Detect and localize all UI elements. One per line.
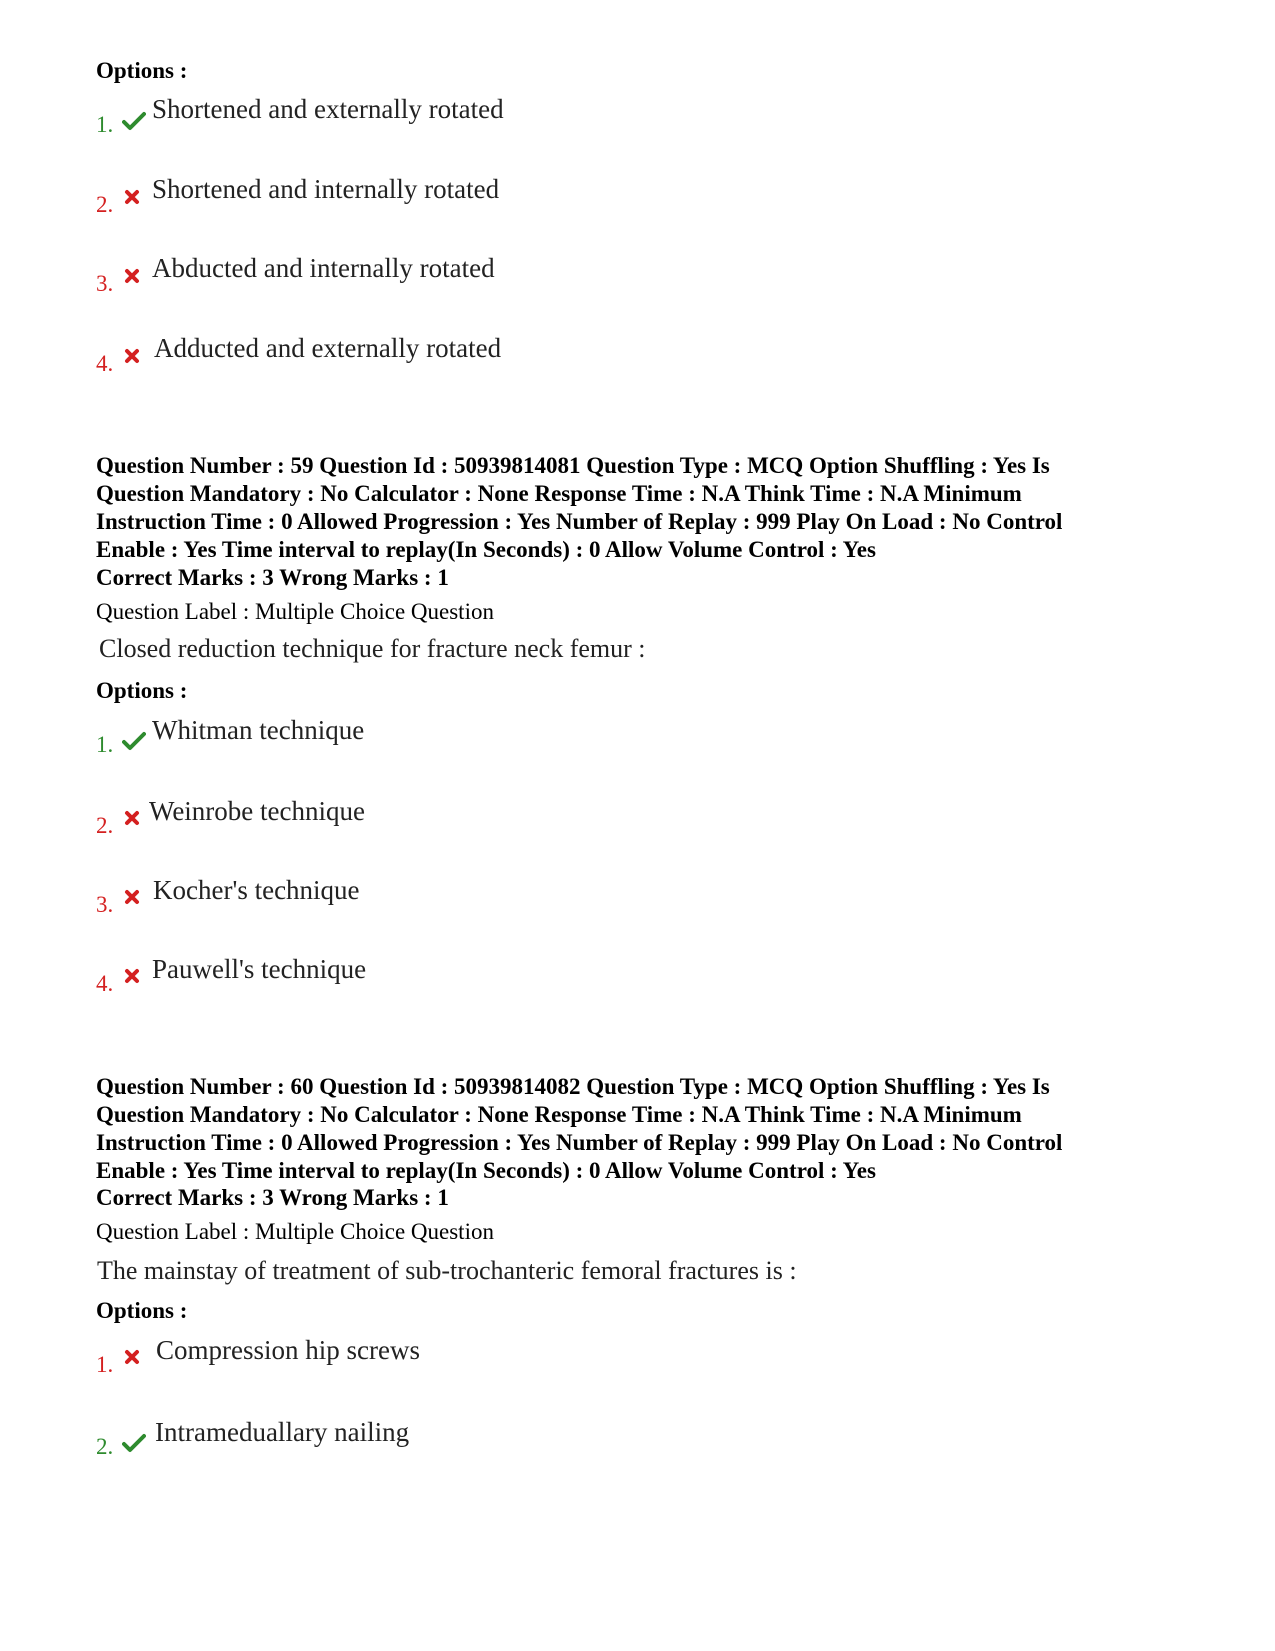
meta-line: Instruction Time : 0 Allowed Progression : Yes Number of Replay : 999 Play On Load : No Control [96,1130,1063,1155]
option-text: Compression hip screws [156,1335,420,1365]
option-item [96,333,696,383]
question-label: Question Label : Multiple Choice Question [96,1219,494,1244]
check-icon [122,730,146,752]
question-marks: Correct Marks : 3 Wrong Marks : 1 [96,565,449,590]
options-heading: Options : [96,678,188,703]
option-text: Kocher's technique [153,875,360,905]
question-text: Closed reduction technique for fracture neck femur : [99,634,646,663]
option-number: 2. [96,1434,114,1459]
cross-icon [122,967,146,989]
meta-line: Question Mandatory : No Calculator : None Response Time : N.A Think Time : N.A Minimum [96,1102,1022,1127]
question-meta [96,452,1176,564]
option-number: 3. [96,271,114,296]
option-item [96,875,696,925]
option-text: Weinrobe technique [149,796,365,826]
option-item [96,954,696,1004]
option-number: 1. [96,732,114,757]
question-text: The mainstay of treatment of sub-trochanteric femoral fractures is : [97,1256,797,1285]
option-item [96,796,696,846]
meta-line: Question Mandatory : No Calculator : None Response Time : N.A Think Time : N.A Minimum [96,481,1022,506]
option-item [96,715,696,765]
option-number: 2. [96,813,114,838]
cross-icon [122,267,146,289]
options-heading: Options : [96,1298,188,1323]
option-text: Pauwell's technique [152,954,367,984]
option-number: 4. [96,971,114,996]
option-text: Shortened and externally rotated [152,94,504,124]
question-label: Question Label : Multiple Choice Question [96,599,494,624]
check-icon [122,1432,146,1454]
meta-line: Question Number : 59 Question Id : 50939814081 Question Type : MCQ Option Shuffling : Yes Is [96,453,1050,478]
meta-line: Question Number : 60 Question Id : 50939814082 Question Type : MCQ Option Shuffling : Yes Is [96,1074,1050,1099]
cross-icon [122,188,146,210]
cross-icon [122,1348,146,1370]
option-number: 1. [96,1352,114,1377]
check-icon [122,110,146,132]
meta-line: Enable : Yes Time interval to replay(In Seconds) : 0 Allow Volume Control : Yes [96,1158,876,1183]
cross-icon [122,347,146,369]
meta-line: Instruction Time : 0 Allowed Progression : Yes Number of Replay : 999 Play On Load : No Control [96,509,1063,534]
option-item [96,94,696,144]
option-number: 4. [96,351,114,376]
option-item [96,1417,696,1467]
cross-icon [122,809,146,831]
option-item [96,1335,696,1385]
option-text: Adducted and externally rotated [154,333,502,363]
question-meta [96,1073,1176,1185]
option-number: 3. [96,892,114,917]
cross-icon [122,888,146,910]
option-item [96,253,696,303]
option-text: Intrameduallary nailing [155,1417,410,1447]
option-text: Whitman technique [152,715,365,745]
option-number: 2. [96,192,114,217]
option-item [96,174,696,224]
options-heading: Options : [96,58,188,83]
option-text: Abducted and internally rotated [152,253,495,283]
option-text: Shortened and internally rotated [152,174,500,204]
question-marks: Correct Marks : 3 Wrong Marks : 1 [96,1185,449,1210]
meta-line: Enable : Yes Time interval to replay(In Seconds) : 0 Allow Volume Control : Yes [96,537,876,562]
option-number: 1. [96,112,114,137]
